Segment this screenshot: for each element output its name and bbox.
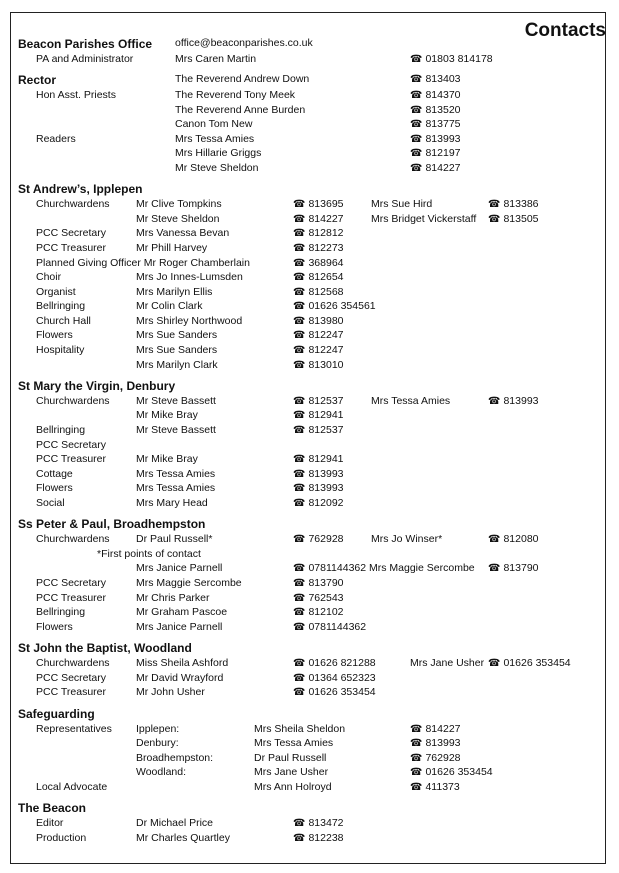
contact-text: Ipplepen: [136, 723, 180, 735]
contact-text: Representatives [36, 723, 112, 735]
phone-number: ☎ 812092 [293, 497, 344, 510]
contact-text: Mrs Marilyn Clark [136, 359, 218, 371]
contact-text: Broadhempston: [136, 752, 214, 764]
phone-number: ☎ 812247 [293, 344, 344, 357]
phone-number: ☎ 813695 [293, 198, 344, 211]
phone-number: ☎ 814370 [410, 89, 461, 102]
phone-number: ☎ 814227 [410, 162, 461, 175]
contact-text: Social [36, 497, 65, 509]
contact-text: Dr Michael Price [136, 817, 214, 829]
contact-text: Mrs Hillarie Griggs [175, 147, 262, 159]
contact-text: Mr Steve Sheldon [136, 213, 220, 225]
contact-text: Mrs Sue Sanders [136, 329, 218, 341]
contact-text: Mrs Shirley Northwood [136, 315, 243, 327]
contact-text: Dr Paul Russell [254, 752, 327, 764]
contact-text: Mrs Jane Usher [254, 766, 329, 778]
phone-number: ☎ 411373 [410, 781, 460, 794]
phone-number: ☎ 762928 [410, 752, 461, 765]
section-heading: The Beacon [18, 801, 87, 815]
contact-text: Mr Graham Pascoe [136, 606, 228, 618]
phone-number: ☎ 813505 [488, 213, 539, 226]
contact-text: Mr Clive Tompkins [136, 198, 222, 210]
section-heading: Ss Peter & Paul, Broadhempston [18, 517, 206, 531]
section-heading: Beacon Parishes Office [18, 37, 153, 51]
contact-text: Readers [36, 133, 76, 145]
phone-number: ☎ 813010 [293, 359, 344, 372]
phone-number: ☎ 812273 [293, 242, 344, 255]
contact-text: Flowers [36, 329, 73, 341]
phone-number: ☎ 813472 [293, 817, 344, 830]
contact-text: Mr John Usher [136, 686, 205, 698]
phone-number: ☎ 813993 [410, 133, 461, 146]
phone-number: ☎ 01626 353454 [488, 657, 571, 670]
phone-number: ☎ 812941 [293, 409, 344, 422]
contact-text: Church Hall [36, 315, 91, 327]
contact-text: Production [36, 832, 87, 844]
contact-text: The Reverend Andrew Down [175, 73, 310, 85]
phone-number: ☎ 814227 [410, 723, 461, 736]
contact-text: PCC Secretary [36, 577, 107, 589]
contact-text: The Reverend Anne Burden [175, 104, 306, 116]
contact-text: Mr Steve Sheldon [175, 162, 259, 174]
phone-number: ☎ 812102 [293, 606, 344, 619]
contact-text: Mrs Janice Parnell [136, 621, 223, 633]
contact-text: Mrs Tessa Amies [136, 482, 216, 494]
contact-text: Mrs Jo Innes-Lumsden [136, 271, 243, 283]
phone-number: ☎ 0781144362 Mrs Maggie Sercombe [293, 562, 475, 575]
contact-text: The Reverend Tony Meek [175, 89, 296, 101]
phone-number: ☎ 812941 [293, 453, 344, 466]
contact-text: Mr Mike Bray [136, 453, 198, 465]
phone-number: ☎ 813993 [488, 395, 539, 408]
page-title: Contacts [524, 20, 606, 41]
contact-text: Mr Charles Quartley [136, 832, 230, 844]
contact-text: Denbury: [136, 737, 179, 749]
contact-text: Mrs Sue Sanders [136, 344, 218, 356]
contact-text: Mrs Tessa Amies [371, 395, 451, 407]
phone-number: ☎ 813790 [293, 577, 344, 590]
phone-number: ☎ 812080 [488, 533, 539, 546]
section-heading: St John the Baptist, Woodland [18, 641, 192, 655]
contact-text: Mrs Sheila Sheldon [254, 723, 346, 735]
section-heading: Safeguarding [18, 707, 95, 721]
phone-number: ☎ 01626 353454 [293, 686, 376, 699]
phone-number: ☎ 368964 [293, 257, 344, 270]
contact-text: Mrs Janice Parnell [136, 562, 223, 574]
contact-text: Churchwardens [36, 395, 110, 407]
contact-text: PCC Secretary [36, 227, 107, 239]
phone-number: ☎ 813520 [410, 104, 461, 117]
contact-text: Churchwardens [36, 657, 110, 669]
phone-number: ☎ 01364 652323 [293, 672, 376, 685]
phone-number: ☎ 812197 [410, 147, 461, 160]
phone-number: ☎ 01626 354561 [293, 300, 376, 313]
contact-text: Flowers [36, 621, 73, 633]
phone-number: ☎ 813790 [488, 562, 539, 575]
contact-text: Mrs Tessa Amies [254, 737, 334, 749]
phone-number: ☎ 813980 [293, 315, 344, 328]
contact-text: Mrs Bridget Vickerstaff [371, 213, 477, 225]
phone-number: ☎ 813993 [293, 468, 344, 481]
section-heading: Rector [18, 73, 57, 87]
contact-text: Churchwardens [36, 198, 110, 210]
contact-text: Woodland: [136, 766, 187, 778]
contact-text: Churchwardens [36, 533, 110, 545]
contact-text: Mr David Wrayford [136, 672, 224, 684]
contact-text: PCC Treasurer [36, 242, 107, 254]
contact-text: Mrs Mary Head [136, 497, 208, 509]
contact-text: Mrs Sue Hird [371, 198, 433, 210]
contact-text: Mr Phill Harvey [136, 242, 208, 254]
phone-number: ☎ 813993 [410, 737, 461, 750]
section-heading: St Mary the Virgin, Denbury [18, 379, 176, 393]
contact-text: Mrs Jo Winser* [371, 533, 443, 545]
phone-number: ☎ 813775 [410, 118, 461, 131]
contact-text: Local Advocate [36, 781, 108, 793]
phone-number: ☎ 812537 [293, 424, 344, 437]
contact-text: Mrs Tessa Amies [175, 133, 255, 145]
contact-text: PCC Treasurer [36, 686, 107, 698]
contact-text: PCC Secretary [36, 439, 107, 451]
contact-text: *First points of contact [97, 548, 201, 560]
phone-number: ☎ 0781144362 [293, 621, 366, 634]
phone-number: ☎ 762543 [293, 592, 344, 605]
contact-text: Mr Steve Bassett [136, 424, 216, 436]
contact-text: Bellringing [36, 606, 86, 618]
contact-text: Hospitality [36, 344, 85, 356]
contact-text: Hon Asst. Priests [36, 89, 116, 101]
contact-text: Cottage [36, 468, 73, 480]
phone-number: ☎ 812238 [293, 832, 344, 845]
contact-text: Mr Colin Clark [136, 300, 203, 312]
contact-text: Mrs Vanessa Bevan [136, 227, 230, 239]
contact-text: Mr Mike Bray [136, 409, 198, 421]
contact-text: Bellringing [36, 300, 86, 312]
contact-text: Organist [36, 286, 76, 298]
phone-number: ☎ 01803 814178 [410, 53, 493, 66]
contact-text: PCC Treasurer [36, 453, 107, 465]
contact-text: Mr Steve Bassett [136, 395, 216, 407]
phone-number: ☎ 01626 821288 [293, 657, 376, 670]
contact-text: Mrs Maggie Sercombe [136, 577, 242, 589]
phone-number: ☎ 813386 [488, 198, 539, 211]
contact-text: Mr Chris Parker [136, 592, 210, 604]
phone-number: ☎ 812568 [293, 286, 344, 299]
contact-text: PA and Administrator [36, 53, 134, 65]
contact-text: PCC Treasurer [36, 592, 107, 604]
phone-number: ☎ 814227 [293, 213, 344, 226]
phone-number: ☎ 762928 [293, 533, 344, 546]
contact-text: Bellringing [36, 424, 86, 436]
contact-text: Flowers [36, 482, 73, 494]
contact-text: Choir [36, 271, 62, 283]
contact-text: Dr Paul Russell* [136, 533, 213, 545]
contact-text: Mrs Marilyn Ellis [136, 286, 213, 298]
contact-text: Mrs Caren Martin [175, 53, 257, 65]
contact-text: office@beaconparishes.co.uk [175, 37, 313, 49]
phone-number: ☎ 813993 [293, 482, 344, 495]
phone-number: ☎ 812537 [293, 395, 344, 408]
contact-text: Miss Sheila Ashford [136, 657, 229, 669]
contact-text: Canon Tom New [175, 118, 253, 130]
phone-number: ☎ 812654 [293, 271, 344, 284]
contact-text: PCC Secretary [36, 672, 107, 684]
contact-text: Mrs Ann Holroyd [254, 781, 332, 793]
contact-text: Editor [36, 817, 64, 829]
contact-text: Mrs Tessa Amies [136, 468, 216, 480]
contact-text: Mrs Jane Usher [410, 657, 485, 669]
phone-number: ☎ 813403 [410, 73, 461, 86]
section-heading: St Andrew’s, Ipplepen [18, 182, 143, 196]
phone-number: ☎ 812812 [293, 227, 344, 240]
contact-text: Planned Giving Officer Mr Roger Chamberlain [36, 257, 250, 269]
phone-number: ☎ 812247 [293, 329, 344, 342]
phone-number: ☎ 01626 353454 [410, 766, 493, 779]
